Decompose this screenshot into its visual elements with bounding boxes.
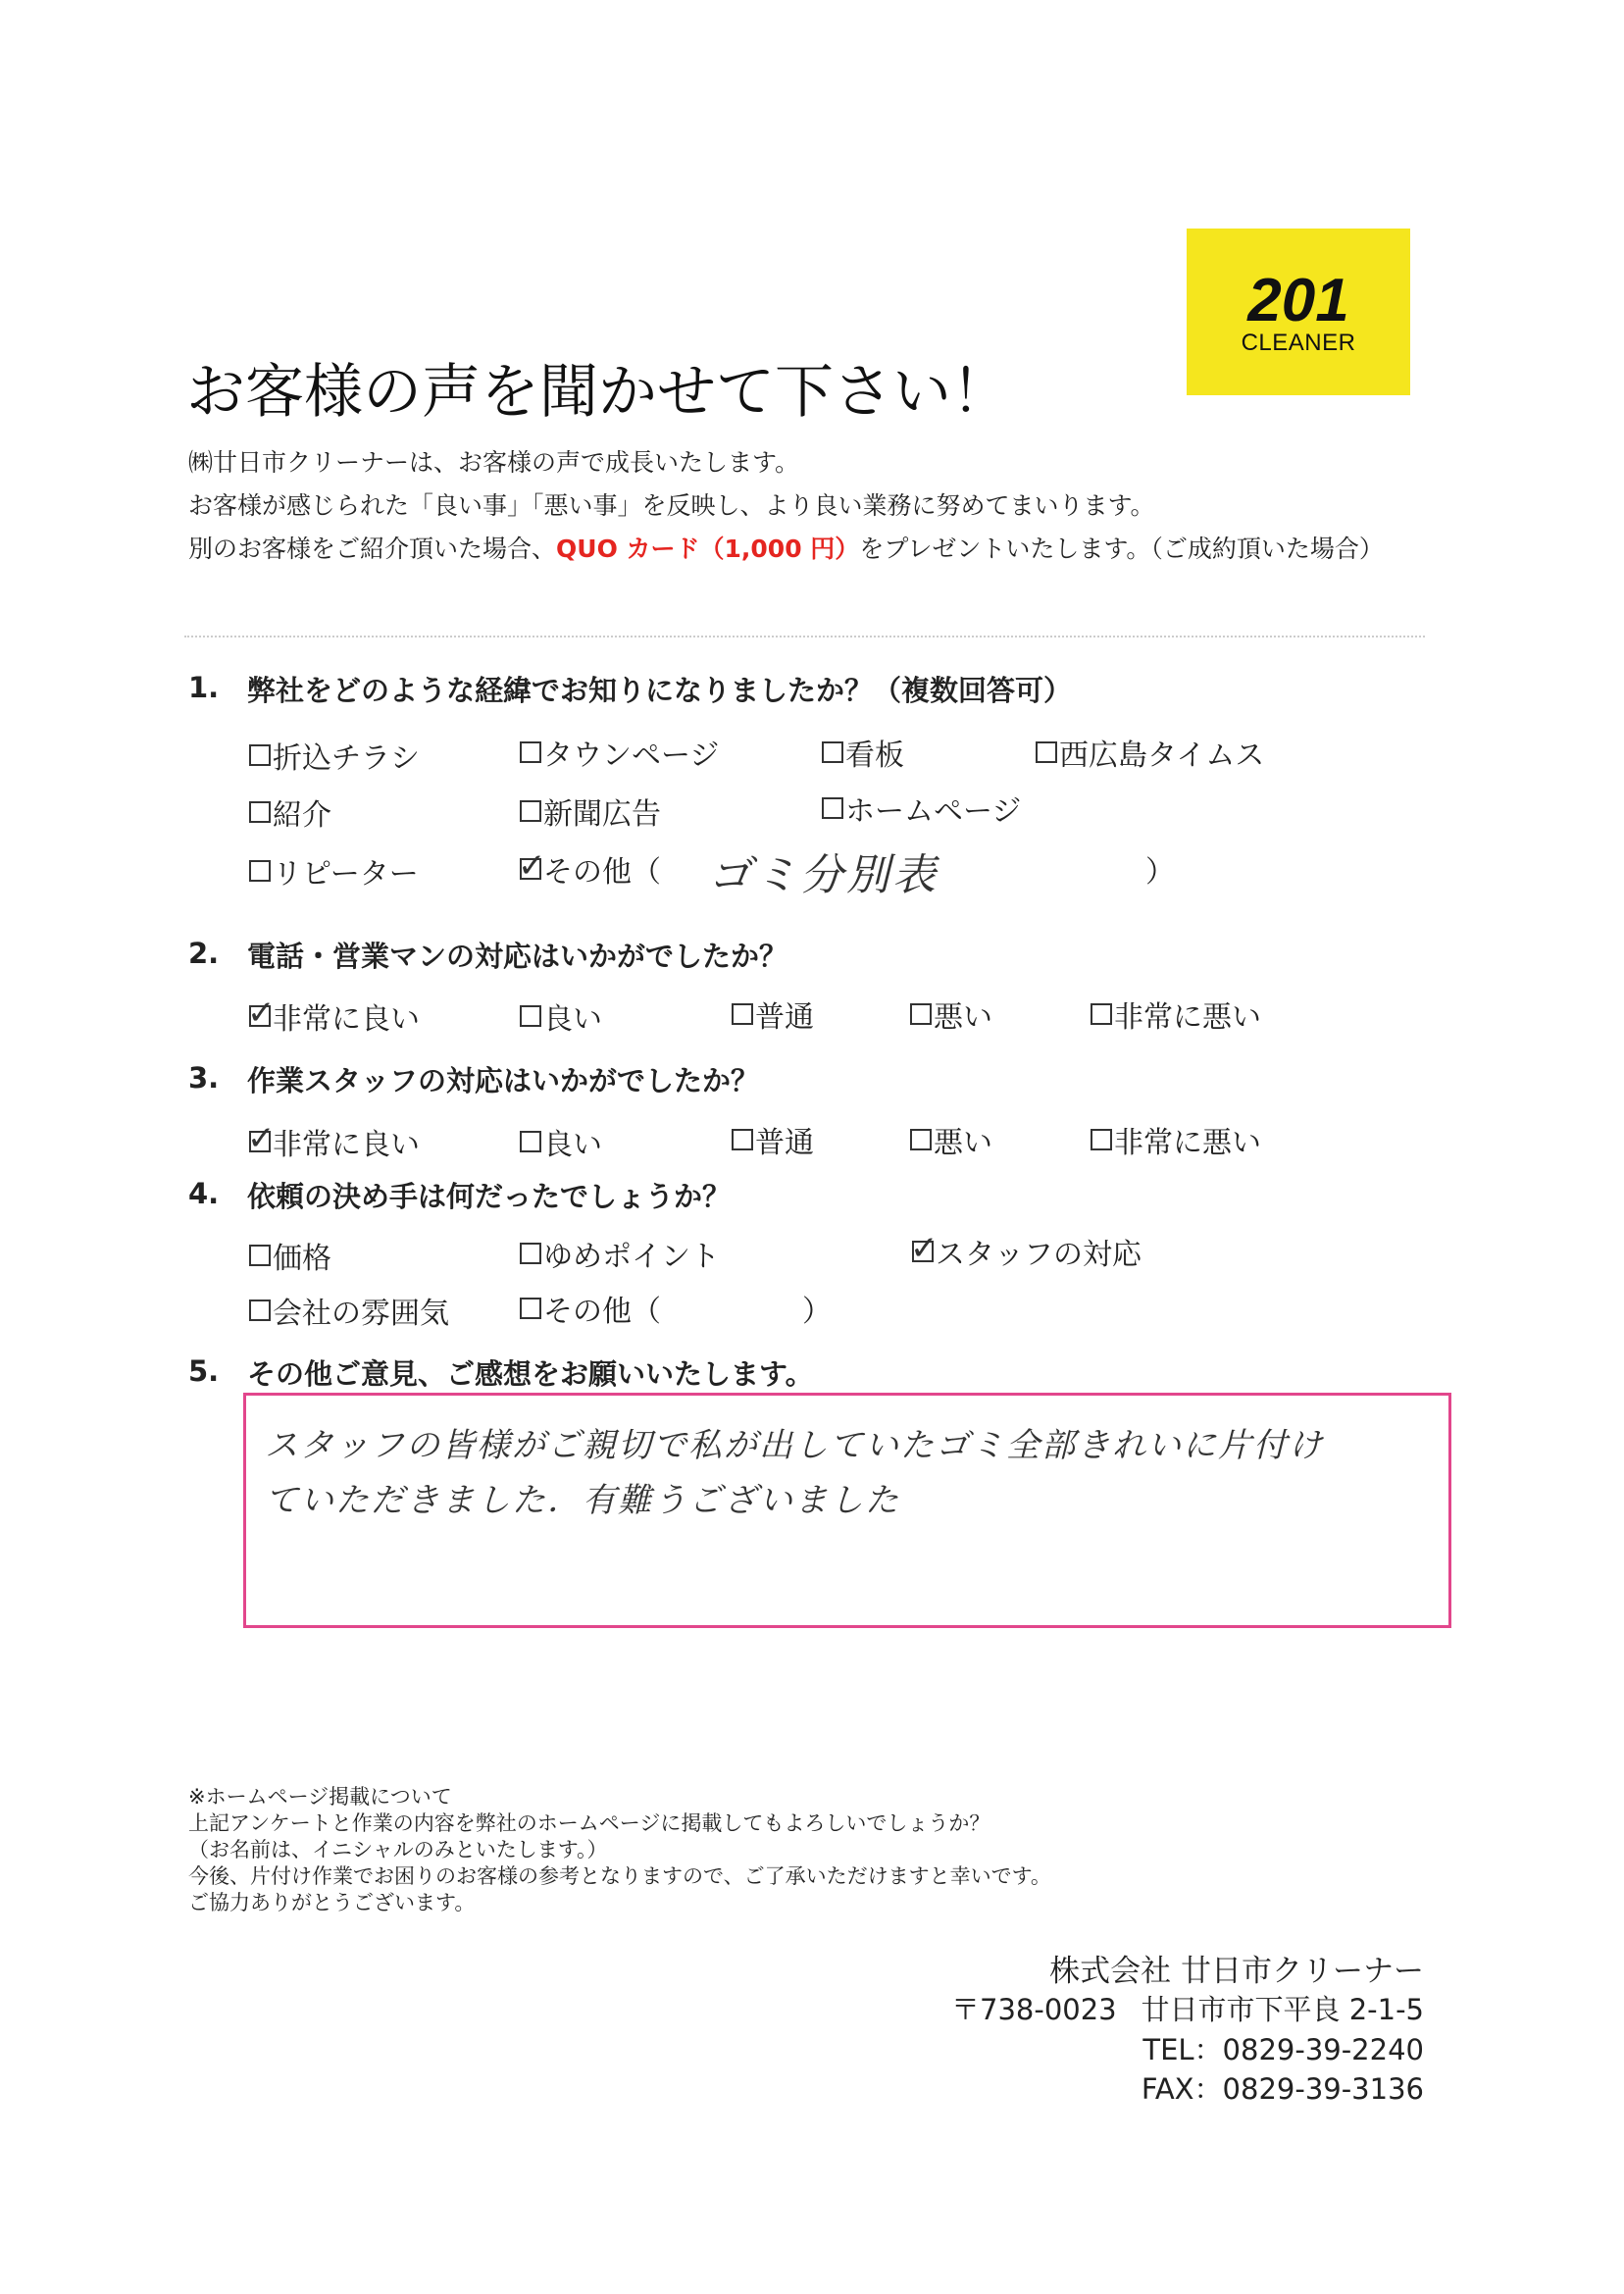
checkmark-icon: ✓ [910,1229,939,1268]
q5-question: その他ご意見、ご感想をお願いいたします。 [247,1357,814,1391]
intro-line-3 [188,530,1384,565]
q1-question: 弊社をどのような経緯でお知りになりましたか？（複数回答可） [247,674,1073,707]
q2-option-bad[interactable] [910,993,992,1036]
checkbox[interactable] [732,1003,753,1025]
q1-option-repeater[interactable] [249,849,419,892]
q1-number: 1. [188,671,220,704]
company-logo [1187,229,1410,395]
note-line-5: ご協力ありがとうございます。 [188,1891,476,1914]
q3-option-normal[interactable] [732,1118,814,1161]
checkbox[interactable] [1036,741,1057,763]
checkbox[interactable] [249,1300,271,1321]
q4-other-close-paren: ） [802,1295,832,1329]
option-label: 会社の雰囲気 [273,1297,449,1331]
q1-other-handwritten: ゴミ分別表 [708,850,939,900]
checkbox[interactable] [1091,1129,1112,1150]
q2-question: 電話・営業マンの対応はいかがでしたか？ [247,940,788,973]
option-label: 非常に良い [273,1128,420,1162]
q3-number: 3. [188,1061,220,1095]
note-line-3: （お名前は、イニシャルのみといたします。） [188,1838,608,1861]
checkmark-icon: ✓ [247,1119,276,1158]
note-line-2: 上記アンケートと作業の内容を弊社のホームページに掲載してもよろしいでしょうか？ [188,1811,990,1835]
option-label: リピーター [273,857,419,892]
intro-line-3-pre: 別のお客様をご紹介頂いた場合、 [188,535,557,563]
q4-number: 4. [188,1177,220,1210]
intro-line-2: お客様が感じられた「良い事」「悪い事」を反映し、より良い業務に努めてまいります。 [188,491,1155,520]
option-label: 折込チラシ [273,741,420,776]
option-label: スタッフの対応 [936,1238,1142,1272]
q3-option-bad[interactable] [910,1118,992,1161]
q1-option-homepage[interactable] [822,787,1021,830]
q1-option-townpage[interactable] [520,731,719,774]
checkbox[interactable] [520,1243,541,1264]
checkbox[interactable] [520,741,541,763]
option-label: 非常に良い [273,1002,420,1037]
q1-option-newspaper[interactable] [520,790,661,833]
q3-option-very-good[interactable] [249,1120,420,1163]
q1-option-referral[interactable] [249,790,331,834]
q1-option-nishihiroshima[interactable] [1036,731,1264,774]
option-label: 普通 [755,1126,814,1160]
section-divider [184,636,1425,637]
q2-option-normal[interactable] [732,993,814,1036]
checkmark-icon: ✓ [247,994,276,1033]
q4-question: 依頼の決め手は何だったでしょうか？ [247,1180,732,1213]
checkbox[interactable] [910,1229,939,1268]
option-label: 悪い [934,1126,992,1160]
q3-option-very-bad[interactable] [1091,1118,1261,1161]
checkbox[interactable] [520,800,541,822]
q3-question: 作業スタッフの対応はいかがでしたか？ [247,1064,760,1097]
checkbox[interactable] [518,846,546,886]
option-label: タウンページ [543,739,720,773]
option-label: その他（ [543,855,661,890]
company-fax: FAX：0829-39-3136 [1141,2072,1424,2106]
checkbox[interactable] [249,1245,271,1266]
q2-option-very-bad[interactable] [1091,993,1261,1036]
checkbox[interactable] [249,744,271,766]
checkbox[interactable] [910,1003,932,1025]
company-postal: 〒738-0023 [951,1993,1117,2026]
q4-option-staff[interactable] [912,1230,1142,1273]
q1-option-other[interactable] [520,847,661,891]
page-title: お客様の声を聞かせて下さい！ [186,358,1010,427]
option-label: その他（ [543,1295,661,1329]
option-label: ゆめポイント [543,1240,720,1274]
q4-option-yume-point[interactable] [520,1232,720,1275]
intro-line-3-post: をプレゼントいたします。（ご成約頂いた場合） [859,535,1384,563]
note-line-4: 今後、片付け作業でお困りのお客様の参考となりますので、ご了承いただけますと幸いです。 [188,1864,1051,1888]
option-label: 良い [543,1002,602,1037]
company-tel: TEL：0829-39-2240 [1142,2033,1424,2066]
checkbox[interactable] [520,1298,541,1319]
logo-name: CLEANER [1241,330,1356,356]
quo-card-offer: QUO カード（1,000 円） [556,535,860,563]
option-label: 悪い [934,1000,992,1035]
option-label: 良い [543,1128,602,1162]
q1-other-close-paren: ） [1145,855,1175,890]
option-label: 普通 [755,1000,814,1035]
option-label: 非常に悪い [1114,1000,1261,1035]
checkbox[interactable] [249,860,271,882]
q2-number: 2. [188,937,220,970]
intro-line-1: ㈱廿日市クリーナーは、お客様の声で成長いたします。 [188,448,800,477]
checkbox[interactable] [822,741,843,763]
checkbox[interactable] [732,1129,753,1150]
q4-option-atmosphere[interactable] [249,1289,449,1332]
option-label: 価格 [273,1242,331,1276]
logo-number: 201 [1247,267,1349,334]
q4-option-other[interactable] [520,1287,661,1330]
checkmark-icon: ✓ [518,846,546,886]
note-line-1: ※ホームページ掲載について [188,1785,452,1809]
checkbox[interactable] [520,1005,541,1027]
q2-option-good[interactable] [520,994,602,1038]
q5-number: 5. [188,1354,220,1388]
option-label: ホームページ [845,794,1022,829]
checkbox[interactable] [249,801,271,823]
checkbox[interactable] [910,1129,932,1150]
company-address: 廿日市市下平良 2-1-5 [1141,1993,1424,2026]
comment-line-1: スタッフの皆様がご親切で私が出していたゴミ全部きれいに片付け [265,1426,1324,1465]
option-label: 紹介 [273,798,331,833]
checkbox[interactable] [520,1131,541,1152]
comment-line-2: ていただきました．有難うございました [265,1481,900,1520]
q1-option-signboard[interactable] [822,731,904,774]
q1-option-flyer[interactable] [249,734,420,777]
q3-option-good[interactable] [520,1120,602,1163]
company-name: 株式会社 廿日市クリーナー [1049,1954,1424,1989]
option-label: 西広島タイムス [1059,739,1265,773]
checkbox[interactable] [247,1119,276,1158]
option-label: 非常に悪い [1114,1126,1261,1160]
checkbox[interactable] [247,994,276,1033]
option-label: 新聞広告 [543,797,661,832]
q4-option-price[interactable] [249,1234,331,1277]
option-label: 看板 [845,739,904,773]
checkbox[interactable] [1091,1003,1112,1025]
checkbox[interactable] [822,797,843,819]
q2-option-very-good[interactable] [249,994,420,1038]
